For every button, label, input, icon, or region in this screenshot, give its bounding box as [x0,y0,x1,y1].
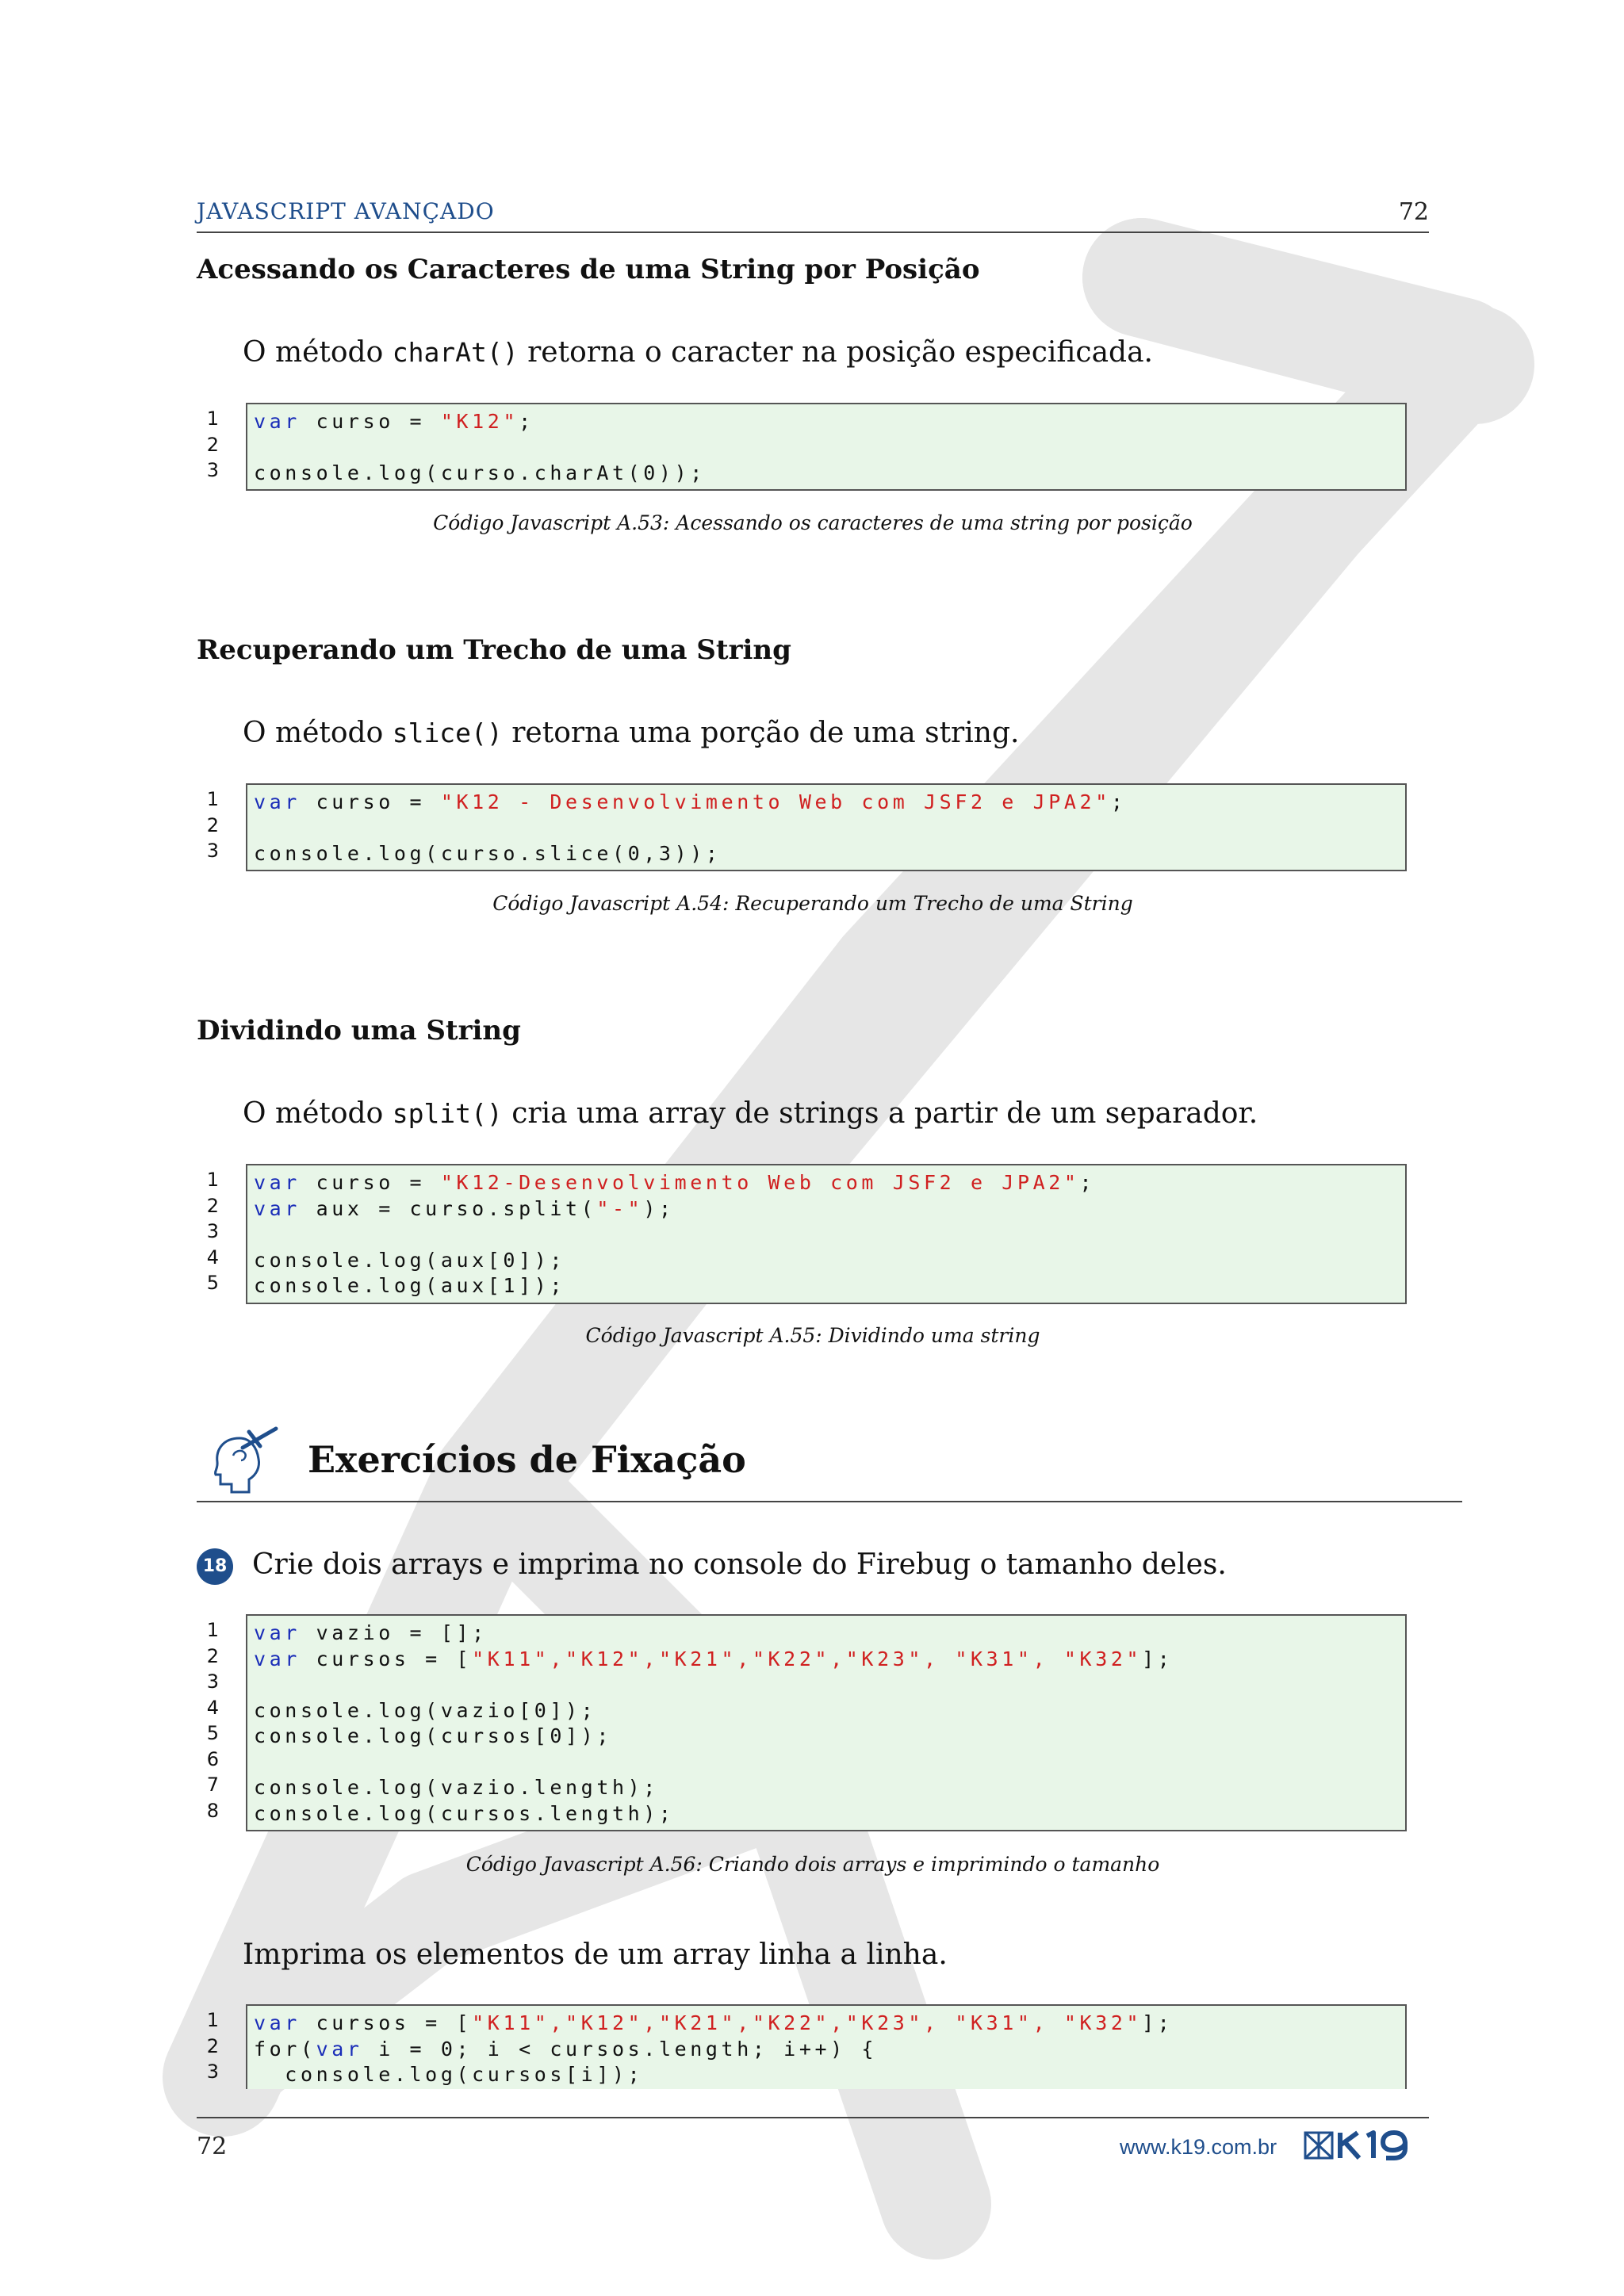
code-line [254,435,1405,461]
code-listing [246,783,1407,871]
code-caption: Código Javascript A.54: Recuperando um Trecho de uma String [492,892,1133,915]
line-number: 3 [206,840,219,862]
paragraph-text: O método [243,1097,393,1130]
code-text: ; [1110,790,1127,813]
section-heading: Recuperando um Trecho de uma String [197,634,791,666]
code-listing [246,1614,1407,1831]
line-numbers [203,406,219,484]
code-text: aux = curso.split( [300,1196,597,1220]
code-text: console.log(curso.charAt(0)); [254,461,706,484]
code-listing [246,1164,1407,1304]
code-line [254,1724,1405,1750]
code-text: ]; [1142,2011,1174,2034]
line-number: 3 [206,2061,219,2083]
code-line [254,1170,1405,1196]
line-number: 3 [206,1220,219,1242]
line-number: 1 [206,1619,219,1641]
exercise-text: Crie dois arrays e imprima no console do Firebug o tamanho deles. [252,1548,1227,1581]
line-numbers [203,786,219,864]
exercises-divider [197,1501,1462,1502]
code-text: i = 0; i < cursos.length; i++) { [362,2037,878,2061]
line-number: 4 [206,1246,219,1269]
inline-code: charAt() [392,337,519,368]
code-line [254,1801,1405,1827]
code-line [254,816,1405,842]
code-keyword: var [254,790,301,813]
section-heading: Acessando os Caracteres de uma String por Posição [197,254,980,285]
code-line [254,461,1405,487]
code-caption: Código Javascript A.53: Acessando os caracteres de uma string por posição [433,511,1193,534]
code-line [254,409,1405,435]
code-line [254,1196,1405,1223]
code-line [254,1750,1405,1776]
header-divider [197,232,1429,233]
footer-page-number: 72 [197,2133,228,2160]
code-string: "K12 - Desenvolvimento Web com JSF2 e JPA2" [440,790,1111,813]
code-line [254,1775,1405,1801]
code-text: cursos = [ [300,2011,473,2034]
code-string: "K12-Desenvolvimento Web com JSF2 e JPA2" [440,1171,1080,1194]
line-number: 8 [206,1799,219,1822]
line-number: 4 [206,1696,219,1719]
code-text: ]; [1142,1647,1174,1670]
code-string: "K11","K12","K21","K22","K23", "K31", "K32" [472,1647,1143,1670]
line-numbers [203,2007,219,2085]
line-number: 5 [206,1272,219,1294]
code-text: console.log(vazio.length); [254,1776,659,1799]
line-number: 2 [206,1194,219,1217]
code-keyword: var [254,1196,301,1220]
section-heading: Dividindo uma String [197,1015,521,1047]
exercise-number-badge: 18 [197,1548,233,1585]
code-text: for( [254,2037,316,2061]
paragraph-text: retorna o caracter na posição especificada. [518,336,1153,369]
code-keyword: var [254,410,301,433]
code-text: console.log(cursos.length); [254,1801,675,1825]
code-text: console.log(cursos[i]); [254,2063,644,2086]
code-string: "K11","K12","K21","K22","K23", "K31", "K32" [472,2011,1143,2034]
code-keyword: var [316,2037,363,2061]
section-paragraph [243,1097,1258,1130]
code-line [254,1273,1405,1299]
exercise-text: Imprima os elementos de um array linha a linha. [243,1938,948,1971]
code-keyword: var [254,1171,301,1194]
footer-divider [197,2117,1429,2118]
code-line [254,1248,1405,1274]
code-line [254,1621,1405,1647]
exercises-title: Exercícios de Fixação [308,1438,746,1481]
code-line [254,1698,1405,1724]
code-line [254,1647,1405,1673]
code-caption: Código Javascript A.55: Dividindo uma string [585,1324,1040,1347]
paragraph-text: retorna uma porção de uma string. [502,717,1020,749]
line-number: 2 [206,2034,219,2057]
code-text: vazio = []; [300,1621,488,1644]
paragraph-text: O método [243,336,393,369]
line-number: 1 [206,408,219,430]
line-number: 3 [206,459,219,481]
code-keyword: var [254,2011,301,2034]
line-number: 1 [206,2009,219,2031]
code-line [254,2062,1405,2088]
thinking-head-icon [208,1424,281,1495]
running-header-title: JAVASCRIPT AVANÇADO [197,198,495,224]
line-number: 2 [206,813,219,836]
line-numbers [203,1167,219,1296]
code-text: ); [643,1196,675,1220]
footer-url-link[interactable]: www.k19.com.br [1120,2135,1277,2159]
code-caption: Código Javascript A.56: Criando dois arrays e imprimindo o tamanho [465,1853,1160,1876]
paragraph-text: cria uma array de strings a partir de um separador. [502,1097,1258,1130]
running-header-page-number: 72 [1398,198,1429,226]
line-number: 2 [206,433,219,456]
line-number: 6 [206,1747,219,1770]
inline-code: split() [392,1098,503,1129]
code-text: ; [519,410,534,433]
code-text: console.log(cursos[0]); [254,1724,612,1747]
k19-logo [1304,2128,1431,2163]
code-line [254,790,1405,816]
code-keyword: var [254,1621,301,1644]
code-text: curso = [300,790,441,813]
code-text: console.log(aux[0]); [254,1248,566,1272]
code-line [254,2011,1405,2037]
code-text: cursos = [ [300,1647,473,1670]
line-numbers [203,1617,219,1823]
line-number: 1 [206,788,219,810]
inline-code: slice() [392,718,503,748]
paragraph-text: O método [243,717,393,749]
code-text: ; [1079,1171,1096,1194]
code-listing [246,403,1407,491]
code-line [254,1672,1405,1698]
section-paragraph [243,336,1153,369]
code-line [254,2037,1405,2063]
code-text: curso = [300,1171,441,1194]
line-number: 7 [206,1774,219,1796]
code-keyword: var [254,1647,301,1670]
line-number: 3 [206,1670,219,1693]
code-text: curso = [300,410,441,433]
code-text: console.log(vazio[0]); [254,1698,597,1722]
code-string: "-" [596,1196,644,1220]
section-paragraph [243,717,1019,749]
code-text: console.log(curso.slice(0,3)); [254,842,722,865]
line-number: 5 [206,1722,219,1744]
line-number: 2 [206,1644,219,1667]
code-text: console.log(aux[1]); [254,1274,566,1297]
line-number: 1 [206,1169,219,1191]
code-string: "K12" [440,410,519,433]
code-line [254,841,1405,867]
code-listing [246,2004,1407,2089]
code-line [254,1222,1405,1248]
